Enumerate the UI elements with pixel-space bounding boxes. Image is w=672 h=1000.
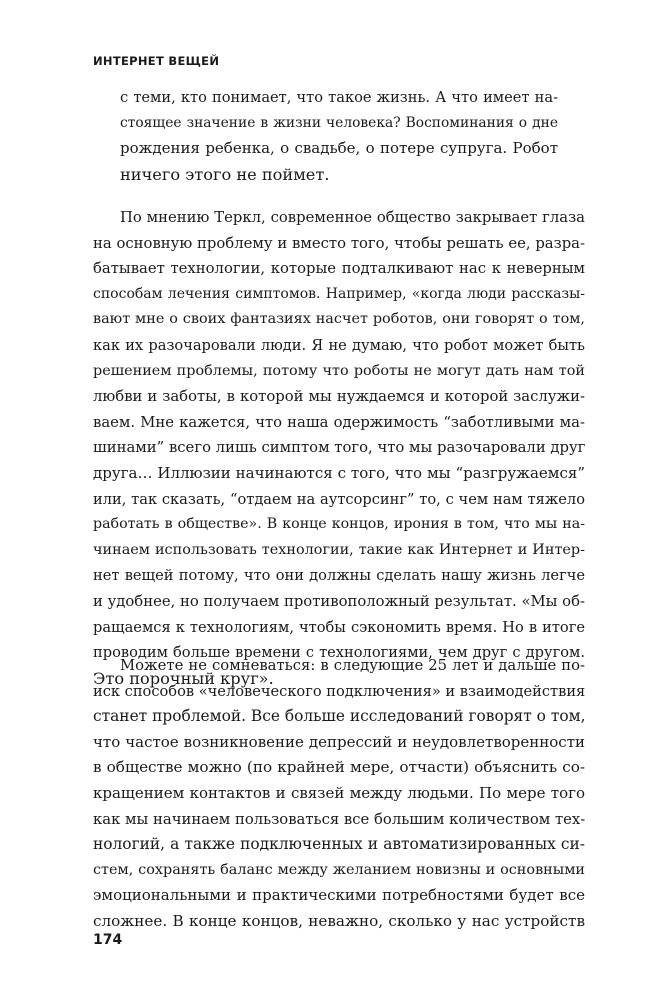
running-head: ИНТЕРНЕТ ВЕЩЕЙ	[93, 54, 220, 68]
text-line: нет вещей потому, что они должны сделать нашу жизнь легче	[93, 567, 585, 585]
text-line: проводим больше времени с технологиями, чем друг с другом.	[93, 644, 585, 662]
text-line: как мы начинаем пользоваться все большим количеством тех-	[93, 810, 586, 828]
text-line: работать в обществе». В конце концов, ирония в том, что мы на-	[93, 516, 585, 533]
paragraph-2	[93, 653, 585, 935]
text-line: с теми, кто понимает, что такое жизнь. А что имеет на-	[120, 89, 558, 106]
text-line: По мнению Теркл, современное общество закрывает глаза	[120, 209, 585, 226]
text-line: стоящее значение в жизни человека? Воспоминания о дне	[120, 114, 558, 131]
text-line: нологий, а также подключенных и автоматизированных си-	[93, 835, 585, 854]
text-line: что частое возникновение депрессий и неудовлетворенности	[93, 732, 585, 751]
text-line: друга… Иллюзии начинаются с того, что мы “разгружаемся”	[93, 463, 585, 482]
text-line: Можете не сомневаться: в следующие 25 лет и дальше по-	[120, 657, 585, 674]
text-line: решением проблемы, потому что роботы не могут дать нам той	[93, 362, 585, 379]
text-line: шинами” всего лишь симптом того, что мы разочаровали друг	[93, 439, 586, 457]
text-line: или, так сказать, “отдаем на аутсорсинг” то, с чем нам тяжело	[93, 490, 585, 508]
text-line: вают мне о своих фантазиях насчет роботов, они говорят о том,	[93, 311, 585, 328]
quote-block	[93, 85, 585, 187]
text-line: Это порочный круг».	[93, 668, 274, 688]
text-line: ничего этого не поймет.	[120, 164, 330, 184]
text-line: стем, сохранять баланс между желанием новизны и основными	[93, 861, 585, 878]
text-line: чинаем использовать технологии, такие как Интернет и Интер-	[93, 541, 585, 558]
text-line: сложнее. В конце концов, неважно, сколько у нас устройств	[93, 911, 585, 930]
text-line: любви и заботы, в которой мы нуждаемся и которой заслужи-	[93, 388, 585, 406]
text-line: ращаемся к технологиям, чтобы сэкономить время. Но в итоге	[93, 618, 585, 636]
text-line: ваем. Мне кажется, что наша одержимость “заботливыми ма-	[93, 413, 585, 431]
text-line: на основную проблему и вместо того, чтобы решать ее, разра-	[93, 234, 585, 252]
text-line: иск способов «человеческого подключения» и взаимодействия	[93, 682, 586, 700]
text-line: как их разочаровали люди. Я не думаю, что робот может быть	[93, 336, 585, 354]
page-number: 174	[93, 932, 123, 948]
paragraph-1	[93, 205, 585, 691]
text-line: станет проблемой. Все больше исследований говорят о том,	[93, 707, 586, 726]
text-line: эмоциональными и практическими потребностями будет все	[93, 886, 585, 905]
text-line: кращением контактов и связей между людьми. По мере того	[93, 783, 585, 802]
text-line: и удобнее, но получаем противоположный результат. «Мы об-	[93, 592, 585, 610]
text-line: в обществе можно (по крайней мере, отчасти) объяснить со-	[93, 758, 585, 777]
text-line: батывает технологии, которые подталкивают нас к неверным	[93, 260, 585, 278]
text-line: способам лечения симптомов. Например, «когда люди рассказы-	[93, 285, 585, 302]
text-line: рождения ребенка, о свадьбе, о потере супруга. Робот	[120, 139, 558, 158]
